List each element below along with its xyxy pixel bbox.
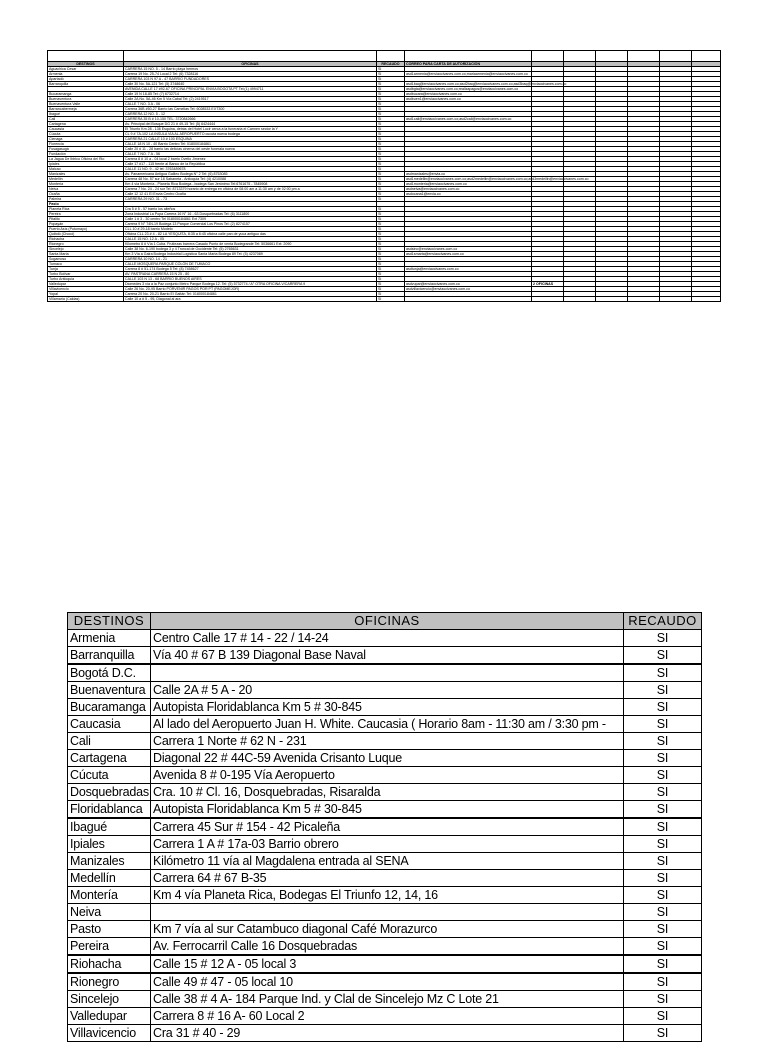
destino-cell: Turbo Bolívar [48,272,124,277]
recaudo-cell: SI [377,127,405,132]
table-row [68,973,702,991]
recaudo-cell: SI [624,991,702,1008]
oficina-cell: Cra. 10 # Cl. 16, Dosquebradas, Risaralda [151,784,624,801]
table-row [68,682,702,699]
correo-cell: asdbuen1@enviaocivanes.com.co [405,97,532,102]
destino-cell: Caucasia [68,716,151,733]
recaudo-cell: SI [624,767,702,784]
recaudo-cell: SI [377,112,405,117]
oficina-cell: CALLE 11 NO. 9 - 42 tel: 3763489678 [124,167,377,172]
recaudo-cell: SI [377,82,405,87]
recaudo-cell: SI [377,282,405,287]
table-row [68,1008,702,1025]
destino-cell: Bogotá D.C. [68,664,151,682]
destino-cell: Buenaventura Valle [48,102,124,107]
oficina-cell: Calle 19 N 18-85 Tel: (7) 6732714 [124,92,377,97]
oficina-cell: AVENIDA CALLE 17 #92-67 OFICINA PRINCIPAL ENVIA BOGOTA PT Tel:(1) 4994711 [124,87,377,92]
oficina-cell: Av. Principal del Bosque DG 21 # 49-15 Tel: (5) 6424444 [124,122,377,127]
recaudo-cell: SI [377,97,405,102]
oficina-cell: Cra 31 # 40 - 29 [151,1025,624,1042]
oficina-cell: El Triunfo Km 28 - 136 Esquina, detrás del Hotel Lucir cerca a la funeraria el Carmen sector la Y [124,127,377,132]
header-oficinas: OFICINAS [151,613,624,630]
table-row [68,801,702,819]
recaudo-cell: SI [377,107,405,112]
oficina-cell: CLL 10 # 29-18 barrio Modelo [124,227,377,232]
table-row [68,818,702,836]
header-oficinas: OFICINAS [124,62,377,67]
small-table-body [48,51,721,302]
recaudo-cell: SI [377,262,405,267]
oficina-cell: CARRERA 15 NO. 5 - 14 Barrio playa hermos [124,67,377,72]
destino-cell: Montería [48,182,124,187]
destino-cell: Tumaco [48,262,124,267]
recaudo-cell: SI [624,750,702,767]
oficina-cell: Avenida 8 # 0-195 Vía Aeropuerto [151,767,624,784]
destino-cell: Cali [68,733,151,750]
recaudo-cell: SI [377,182,405,187]
destino-cell: Villavicencio [68,1025,151,1042]
empty-cell [692,297,721,302]
destino-cell: Cienaga [48,137,124,142]
table-row [48,297,721,302]
recaudo-cell: SI [377,102,405,107]
oficina-cell: Calle 12 12 41 El Envía Centro Ocaña [124,192,377,197]
oficina-cell: Autopista Floridablanca Km 5 # 30-845 [151,801,624,819]
correo-cell: asdvupar@enviaocivanes.com.co [405,282,532,287]
recaudo-cell: SI [624,1025,702,1042]
small-offices-table [47,50,721,302]
correo-cell: asd1monteria@enviaocivanes.com.co [405,182,532,187]
recaudo-cell: SI [377,212,405,217]
table-row [68,647,702,665]
recaudo-cell: SI [377,197,405,202]
recaudo-cell: SI [624,973,702,991]
oficina-cell: Carrera 9 N° 74N-19 Bodega 13 Parque Comercial Los Pinos Tel: (2) 8274157 [124,222,377,227]
large-table-body [68,613,702,1042]
table-row [68,955,702,973]
recaudo-cell: SI [377,152,405,157]
destino-cell: Apartadó [48,77,124,82]
oficina-cell: Carrera 19 No. 25-74 Local 2 Tel: (6) 7328116 [124,72,377,77]
table-row [68,716,702,733]
recaudo-cell: SI [377,117,405,122]
recaudo-cell: SI [624,938,702,956]
recaudo-cell: SI [624,682,702,699]
recaudo-cell: SI [377,77,405,82]
recaudo-cell: SI [624,733,702,750]
destino-cell: Santa Marta [48,252,124,257]
recaudo-cell: SI [377,297,405,302]
recaudo-cell: SI [377,237,405,242]
correo-cell: asdvillavicencio@enviaocivanes.com.co [405,287,532,292]
recaudo-cell: SI [624,887,702,904]
recaudo-cell: SI [377,167,405,172]
destino-cell: Puerto Asís (Putumayo) [48,227,124,232]
recaudo-cell: SI [377,147,405,152]
oficina-cell: CARRERA 35 B # 10-150 TEL: 3720842666 [124,117,377,122]
header-correo: CORREO PARA CARTA DE AUTORIZACIÓN [405,62,532,67]
oficina-cell: CALLE 103 N 13 - 68 BARRIO BUENOS AIRES [124,277,377,282]
recaudo-cell: SI [624,630,702,647]
correo-cell: asd1cali@enviaocivanes.com.co;asd2cali@enviaocivanes.com.co [405,117,532,122]
correo-cell [405,297,532,302]
destino-cell: La Jagua De Ibirico Oficina del Rio [48,157,124,162]
oficina-cell: Carrera 8 # 16 A- 60 Local 2 [151,1008,624,1025]
oficina-cell: Km 3 Vía a Gaira Bodega Industrial Logística Santa Marta Bodega 89 Tel: (5) 4237089 [124,252,377,257]
destino-cell: Montería [68,887,151,904]
destino-cell: Manizales [68,853,151,870]
oficina-cell: Vía 40 # 67 B 139 Diagonal Base Naval [151,647,624,665]
table-row [68,938,702,956]
destino-cell: Valledupar [68,1008,151,1025]
destino-cell: Barranquilla [48,82,124,87]
destino-cell: Pereira [68,938,151,956]
recaudo-cell: SI [377,87,405,92]
correo-cell: asd1smarta@enviaocivanes.com.co [405,252,532,257]
oficina-cell: CALLE 7 NO. 7 A - 56 [124,152,377,157]
destino-cell: Sogamoso [48,257,124,262]
recaudo-cell: SI [624,955,702,973]
recaudo-cell: SI [624,716,702,733]
recaudo-cell: SI [377,142,405,147]
oficina-cell: CALLE 15 NO. 12 A - 05 [124,237,377,242]
destino-cell: Ibagué [68,818,151,836]
oficina-cell: Carrera 64 # 67 B-35 [151,870,624,887]
correo-cell: asdsinc@enviaocivanes.com.co [405,247,532,252]
recaudo-cell: SI [377,267,405,272]
destino-cell: Sincelejo [68,991,151,1008]
recaudo-cell: SI [624,699,702,716]
table-row [68,767,702,784]
oficina-cell: Kilómetro 11 vía al Magdalena entrada al SENA [151,853,624,870]
oficina-cell: Calle 30 No. 5A-121 Tel: (5) 3748640 [124,82,377,87]
correo-cell: asdbucara@enviaocivanes.com.co [405,92,532,97]
destino-cell: Fusagasugá [48,147,124,152]
recaudo-cell: SI [377,242,405,247]
recaudo-cell: SI [377,67,405,72]
recaudo-cell: SI [377,162,405,167]
oficina-cell: CALLE 7 NO. 3 A - 06 [124,102,377,107]
recaudo-cell: SI [377,217,405,222]
recaudo-cell: SI [624,647,702,665]
destino-cell: Bucaramanga [48,92,124,97]
destino-cell: Yopal [48,292,124,297]
recaudo-cell: SI [377,232,405,237]
destino-cell: Riohacha [68,955,151,973]
oficina-cell: Carrera 1 Norte # 62 N - 231 [151,733,624,750]
recaudo-cell: SI [624,836,702,853]
oficina-cell: CL 9 # 7A-102 LA INSULA VIA AL AEROPUERTO cucuta nueva bodega [124,132,377,137]
oficina-cell: Oficina CLL 23 # 4 - 82 LA YESQUITA, 8:35 a 6:45 oficina calle pan de yuca antiguo das [124,232,377,237]
destino-cell: Pitalito [48,217,124,222]
oficina-cell: Centro Calle 17 # 14 - 22 / 14-24 [151,630,624,647]
oficina-cell: Cra 5 # 5 - 57 barrio los alteños [124,207,377,212]
recaudo-cell: SI [377,172,405,177]
recaudo-cell: SI [624,818,702,836]
oficina-cell: Calle 15 # 12 A - 05 local 3 [151,955,624,973]
correo-cell: asdocana1@envia.co [405,192,532,197]
empty-cell [628,297,660,302]
oficina-cell: Carrera 8 # 10 a - 04 local 2 barrio Ovelio Jimenez [124,157,377,162]
recaudo-cell: SI [624,853,702,870]
recaudo-cell: SI [377,132,405,137]
recaudo-cell: SI [377,247,405,252]
recaudo-cell: SI [624,870,702,887]
table-row [68,699,702,716]
correo-cell: asdtunja@enviaocivanes.com.co [405,267,532,272]
destino-cell: Aguachica Cesar [48,67,124,72]
oficina-cell: Av. Panamericana Antigua Galileo Bodega N° 2 Tel: (6) 8753085 [124,172,377,177]
destino-cell: Turbo Antioquia [48,277,124,282]
destino-cell: Pasto [48,202,124,207]
destino-cell: Barranquilla [68,647,151,665]
recaudo-cell: SI [377,192,405,197]
recaudo-cell: SI [377,227,405,232]
destino-cell: Ipiales [68,836,151,853]
large-spreadsheet [67,612,701,1042]
table-row [68,733,702,750]
table-row [68,784,702,801]
recaudo-cell: SI [624,904,702,921]
oficina-cell: Kilometro 6 # Vía 1 Cuba. Frutiezas barrera Casado Punto de venta Bodegrande Tel: 5036661 Ext: 2090 [124,242,377,247]
table-row [68,904,702,921]
oficina-cell: Carrera 20 No. 20-21 Barrio El Gaitán Tel: 018000184861 [124,292,377,297]
oficina-cell: Al lado del Aeropuerto Juan H. White. Caucasia ( Horario 8am - 11:30 am / 3:30 pm - [151,716,624,733]
blank-row [48,51,721,62]
destino-cell: Riohacha [48,237,124,242]
oficina-cell: Km 4 vía Montería - Planeta Rica Bodega - bodega San Jerónimo Tel:6761675 - 7845908 [124,182,377,187]
oficina-cell: Calle 2A No. 5A-46 Km 5 Vía Cabal Tel: (2) 2419517 [124,97,377,102]
oficina-cell: Carrera 1 A # 17a-03 Barrio obrero [151,836,624,853]
recaudo-cell: SI [624,921,702,938]
header-recaudo: RECAUDO [624,613,702,630]
oficina-cell: CARRERA 103 N 97 A - 47 BARRIO FUNDADORES [124,77,377,82]
table-row [68,630,702,647]
destino-cell: Florencia [48,142,124,147]
recaudo-cell: SI [377,177,405,182]
destino-cell: Rionegro [48,242,124,247]
recaudo-cell: SI [624,784,702,801]
recaudo-cell: SI [624,1008,702,1025]
recaudo-cell: SI [377,92,405,97]
destino-cell: Cúcuta [48,132,124,137]
destino-cell: Neiva [68,904,151,921]
oficina-cell: Carrera 7 No. 24 - 24 sur Tel: 8713379 horario de entrega en oficina de 08:00 am a 11:30 am y de 02:00 pm a [124,187,377,192]
header-destinos: DESTINOS [68,613,151,630]
destino-cell: Cartagena [48,122,124,127]
empty-cell [660,297,692,302]
oficina-cell: Calle 38 # 4 A- 184 Parque Ind. y Clal de Sincelejo Mz C Lote 21 [151,991,624,1008]
table-row [68,991,702,1008]
destino-cell: Caucasia [48,127,124,132]
oficina-cell: Zona Industrial La Popa Carrera 16 N° 16 - 63 Dosquebradas Tel: (6) 3111800 [124,212,377,217]
oficina-cell: Calle 49 # 47 - 05 local 10 [151,973,624,991]
correo-cell: asdbgta@enviaocivanes.com.co;realizapagos@enviaocivanes.com.co [405,87,532,92]
destino-cell: Dosquebradas [68,784,151,801]
recaudo-cell: SI [377,292,405,297]
oficina-cell: CALLE 18 N 10 - 40 Barrio Centro Tel: 018000184861 [124,142,377,147]
destino-cell: Ipiales [48,162,124,167]
destino-cell: Maicao [48,167,124,172]
destino-cell: Pereira [48,212,124,217]
side-note: 2 OFICINAS [532,282,564,287]
oficina-cell [151,904,624,921]
oficina-cell: Calle 38 No. 6-190 bodega 3 y 4 Troncal de Occidente Tel: (5) 2765631 [124,247,377,252]
destino-cell: Villamaría (Caldas) [48,297,124,302]
destino-cell: Cúcuta [68,767,151,784]
oficina-cell: Calle 2A # 5 A - 20 [151,682,624,699]
oficina-cell: AV. PASTRANA CARRERA 15 N 25 - 80 [124,272,377,277]
destino-cell: Armenia [68,630,151,647]
recaudo-cell: SI [377,272,405,277]
oficina-cell: Calle 20 # 11 - 28 barrio las delicias cinema del oeste funerala nueva [124,147,377,152]
recaudo-cell: SI [377,187,405,192]
oficina-cell: Calle 1 # 3 - 30 centro Tel 018000184861 Ext 7309 [124,217,377,222]
oficina-cell: Carrera 45 Sur # 154 - 42 Picaleña [151,818,624,836]
table-row [68,887,702,904]
recaudo-cell: SI [377,257,405,262]
correo-cell: asdneiva@enviaocivanes.com.co [405,187,532,192]
destino-cell: Planeta Rica [48,207,124,212]
destino-cell: Cali [48,117,124,122]
oficina-cell: Autopista Floridablanca Km 5 # 30-845 [151,699,624,716]
empty-cell [596,297,628,302]
oficina-cell: CARRERA 10 NO. 14 - 21 [124,257,377,262]
destino-cell: Floridablanca [68,801,151,819]
destino-cell: Cartagena [68,750,151,767]
table-row [68,1025,702,1042]
oficina-cell: CALLE MOSQUERA PARQUE COLÓN DE TUMACO [124,262,377,267]
correo-cell: asd1medellin@enviaocivanes.com.co;asd2medellin@enviaocivanes.com.co;asd3medellin@enviaocivanes.com.co [406,177,589,181]
oficina-cell: Carrera 8 # 51-174 Bodega 5 Tel: (8) 7458627 [124,267,377,272]
destino-cell: Quibdó (Chocó) [48,232,124,237]
destino-cell: Palmira [48,197,124,202]
destino-cell: Buenaventura [48,97,124,102]
destino-cell: Armenia [48,72,124,77]
oficina-cell: Diomedes 3 vía a la Paz conjunto Metro Parque Bodega 12. Tel: (5) 5732774 / A° OTRA OFICINA V/CARRERA 9 [124,282,377,287]
oficina-cell [151,664,624,682]
table-row [68,853,702,870]
destino-cell: Ocaña [48,192,124,197]
table-row [68,836,702,853]
oficina-cell: CARRERA 12 NO. 5 - 12 [124,112,377,117]
destino-cell: Fundación [48,152,124,157]
recaudo-cell: SI [377,137,405,142]
destino-cell: Pasto [68,921,151,938]
recaudo-cell: SI [377,222,405,227]
small-spreadsheet [47,50,720,302]
destino-cell: Sincelejo [48,247,124,252]
oficina-cell: Calle 17 #17 - 115 frente al Banco de la República [124,162,377,167]
oficina-cell: Av. Ferrocarril Calle 16 Dosquebradas [151,938,624,956]
table-row [68,664,702,682]
oficina-cell: Diagonal 22 # 44C-59 Avenida Crisanto Luque [151,750,624,767]
oficina-cell: Calle 26 No. 20-95 Barrio PORVENIR PAGOS POR PT (PAGOMEJOR) [124,287,377,292]
oficina-cell: Carrera 36B #50-27 Barrio las Camelias Tel: 6028533 EXT300 [124,107,377,112]
oficina-cell: Carrera 48 No. 57 sur 18 Sabaneta - Antioquia Tel: (4) 4210088 [124,177,377,182]
large-header-row [68,613,702,630]
empty-cell [564,297,596,302]
header-recaudo: RECAUDO [377,62,405,67]
header-destinos: DESTINOS [48,62,124,67]
destino-cell: Villavicencio [48,287,124,292]
correo-cell: asdmanizales@envia.co [405,172,532,177]
correo-cell: asd1baq@enviaocivanes.com.co;asd2baq@enviaocivanes.com.co;asd3baq@enviaocivanes.com.co [406,82,567,86]
recaudo-cell: SI [624,801,702,819]
destino-cell: Valledupar [48,282,124,287]
destino-cell: Medellín [48,177,124,182]
large-offices-table [67,612,702,1042]
oficina-cell: Calle 10 a # 5 - 95, Diagonal al ara [124,297,377,302]
oficina-cell: CARRERA 21 CALLE 10 # 100 ESQUINA [124,137,377,142]
destino-cell: Manizales [48,172,124,177]
destino-cell: Tunja [48,267,124,272]
oficina-cell: Km 7 vía al sur Catambuco diagonal Café Morazurco [151,921,624,938]
recaudo-cell: SI [377,277,405,282]
oficina-cell: Km 4 vía Planeta Rica, Bodegas El Triunfo 12, 14, 16 [151,887,624,904]
correo-cell: asd1armenia@enviaocivanes.com.co;mariaarmenia@enviaocivanes.com.co [405,72,532,77]
recaudo-cell: SI [624,664,702,682]
destino-cell: Neiva [48,187,124,192]
destino-cell: Buenaventura [68,682,151,699]
table-row [68,750,702,767]
destino-cell: Popayán [48,222,124,227]
recaudo-cell: SI [377,287,405,292]
recaudo-cell: SI [377,252,405,257]
oficina-cell: CARRERA 29 NO. 31 - 73 [124,197,377,202]
destino-cell: Rionegro [68,973,151,991]
destino-cell: Medellín [68,870,151,887]
destino-cell: Ibagué [48,112,124,117]
recaudo-cell: SI [377,122,405,127]
destino-cell: Barrancabermeja [48,107,124,112]
recaudo-cell: SI [377,157,405,162]
recaudo-cell: SI [377,72,405,77]
recaudo-cell: SI [377,207,405,212]
empty-cell [532,297,564,302]
table-row [68,870,702,887]
destino-cell: Bucaramanga [68,699,151,716]
table-row [68,921,702,938]
